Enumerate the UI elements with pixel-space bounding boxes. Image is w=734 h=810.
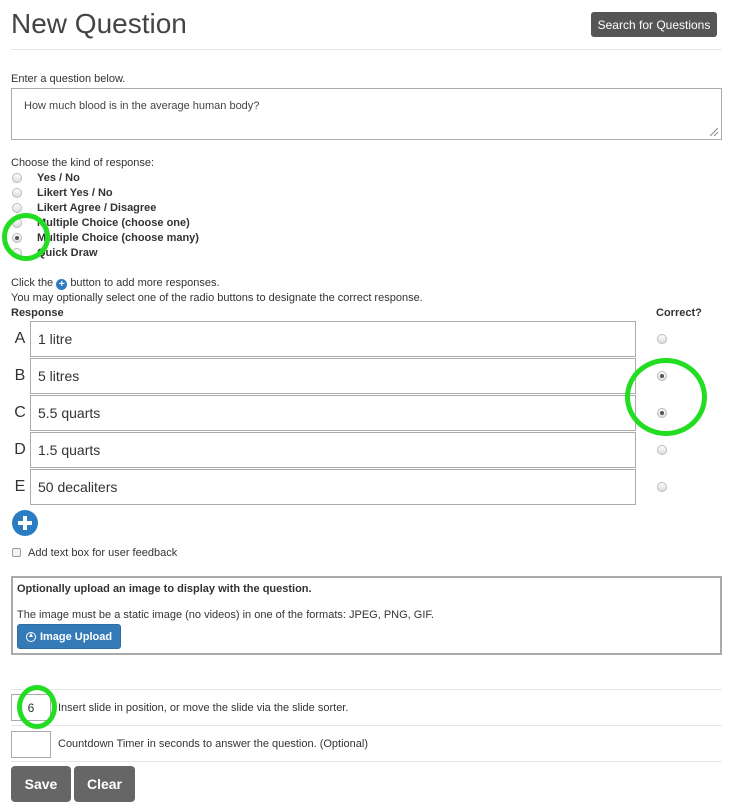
upload-arrow-icon xyxy=(26,632,36,642)
slide-position-value: 6 xyxy=(27,700,35,715)
radio-yes-no[interactable] xyxy=(12,173,22,183)
slide-position-input[interactable] xyxy=(11,694,51,721)
response-letter: A xyxy=(14,330,26,347)
responses-instruction xyxy=(11,277,220,290)
divider xyxy=(11,725,722,726)
radio-quick-draw[interactable] xyxy=(12,248,22,258)
response-kind-prompt: Choose the kind of response: xyxy=(11,157,155,169)
image-upload-label: Image Upload xyxy=(39,630,113,643)
response-kind-label: Multiple Choice (choose one) xyxy=(37,217,190,229)
question-textarea[interactable] xyxy=(11,88,722,140)
response-input-e[interactable] xyxy=(30,469,636,505)
response-value: 5.5 quarts xyxy=(38,405,101,421)
add-response-plus-icon[interactable] xyxy=(12,510,38,536)
response-letter: B xyxy=(14,367,26,384)
correct-column-header: Correct? xyxy=(656,307,702,319)
response-value: 1.5 quarts xyxy=(38,442,101,458)
correct-radio-b[interactable] xyxy=(657,371,667,381)
slide-position-label: Insert slide in position, or move the slide via the slide sorter. xyxy=(58,702,349,714)
feedback-checkbox[interactable] xyxy=(12,548,21,557)
response-input-b[interactable] xyxy=(30,358,636,394)
radio-multiple-choice-many[interactable] xyxy=(12,233,22,243)
search-questions-button[interactable]: Search for Questions xyxy=(591,12,717,37)
radio-likert-agree-disagree[interactable] xyxy=(12,203,22,213)
question-text: How much blood is in the average human body? xyxy=(24,100,260,112)
radio-likert-yes-no[interactable] xyxy=(12,188,22,198)
countdown-timer-input[interactable] xyxy=(11,731,51,758)
feedback-label: Add text box for user feedback xyxy=(28,547,178,559)
response-kind-label: Yes / No xyxy=(37,172,80,184)
response-value: 5 litres xyxy=(38,368,80,384)
header-divider xyxy=(11,49,722,50)
resize-handle-icon[interactable] xyxy=(710,128,718,136)
radio-multiple-choice-one[interactable] xyxy=(12,218,22,228)
responses-instruction-line2: You may optionally select one of the radio buttons to designate the correct response. xyxy=(11,292,423,304)
image-upload-button[interactable] xyxy=(17,624,121,649)
correct-radio-a[interactable] xyxy=(657,334,667,344)
question-prompt: Enter a question below. xyxy=(11,73,126,85)
response-kind-label: Likert Agree / Disagree xyxy=(37,202,157,214)
instruction-before: Click the xyxy=(11,277,54,289)
upload-heading: Optionally upload an image to display with the question. xyxy=(17,583,312,595)
countdown-timer-label: Countdown Timer in seconds to answer the question. (Optional) xyxy=(58,738,368,750)
response-input-a[interactable] xyxy=(30,321,636,357)
response-input-d[interactable] xyxy=(30,432,636,468)
correct-radio-c[interactable] xyxy=(657,408,667,418)
highlight-circle xyxy=(625,358,707,436)
response-kind-label: Quick Draw xyxy=(37,247,98,259)
response-column-header: Response xyxy=(11,307,64,319)
clear-button[interactable]: Clear xyxy=(74,766,135,802)
response-letter: D xyxy=(14,441,26,458)
response-value: 50 decaliters xyxy=(38,479,118,495)
instruction-after: button to add more responses. xyxy=(70,277,220,289)
save-button[interactable]: Save xyxy=(11,766,71,802)
divider xyxy=(11,689,722,690)
correct-radio-e[interactable] xyxy=(657,482,667,492)
response-kind-label: Multiple Choice (choose many) xyxy=(37,232,199,244)
upload-description: The image must be a static image (no videos) in one of the formats: JPEG, PNG, GIF. xyxy=(17,609,434,621)
response-letter: C xyxy=(14,404,26,421)
divider xyxy=(11,761,722,762)
response-value: 1 litre xyxy=(38,331,73,347)
correct-radio-d[interactable] xyxy=(657,445,667,455)
plus-circle-icon: + xyxy=(56,279,67,290)
response-input-c[interactable] xyxy=(30,395,636,431)
page-title: New Question xyxy=(11,8,187,39)
response-kind-label: Likert Yes / No xyxy=(37,187,113,199)
response-letter: E xyxy=(14,478,26,495)
